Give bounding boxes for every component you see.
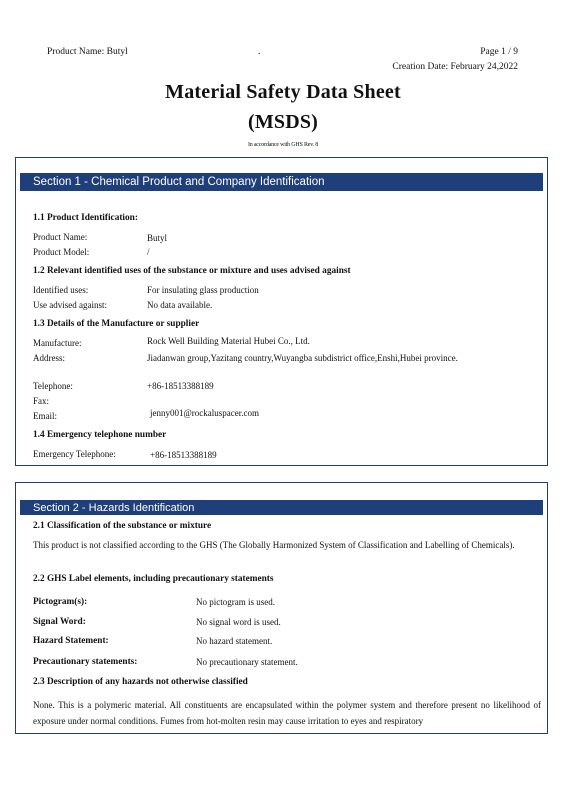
signal-word-value: No signal word is used.: [196, 617, 281, 627]
s2-3-heading: 2.3 Description of any hazards not otherwise classified: [33, 677, 248, 687]
pictogram-value: No pictogram is used.: [196, 597, 275, 607]
pictogram-label: Pictogram(s):: [33, 597, 88, 607]
s2-1-heading: 2.1 Classification of the substance or mixture: [33, 521, 212, 531]
s2-2-heading: 2.2 GHS Label elements, including precautionary statements: [33, 574, 274, 584]
section-1-box: [15, 157, 548, 466]
identified-uses-label: Identified uses:: [33, 285, 89, 295]
telephone-label: Telephone:: [33, 381, 73, 391]
use-advised-label: Use advised against:: [33, 300, 107, 310]
hazard-statement-label: Hazard Statement:: [33, 636, 109, 646]
precautionary-value: No precautionary statement.: [196, 657, 298, 667]
hazard-statement-value: No hazard statement.: [196, 636, 273, 646]
section-2-title: Section 2 - Hazards Identification: [33, 501, 195, 514]
precautionary-label: Precautionary statements:: [33, 657, 138, 667]
product-name-value: Butyl: [147, 233, 168, 243]
creation-date: Creation Date: February 24,2022: [392, 62, 518, 72]
s2-3-text: None. This is a polymeric material. All constituents are encapsulated within the polymer system and therefore present no likelihood of exposure under normal conditions. Fumes from hot-molten resin may cause irritation to eyes and respiratory: [33, 700, 541, 726]
manufacture-label: Manufacture:: [33, 338, 82, 348]
section-2-header: [20, 500, 543, 515]
address-label: Address:: [33, 353, 65, 363]
s1-3-heading: 1.3 Details of the Manufacture or supplier: [33, 319, 200, 329]
address-value: Jiadanwan group,Yazitang country,Wuyangba subdistrict office,Enshi,Hubei province.: [147, 353, 458, 363]
manufacture-value: Rock Well Building Material Hubei Co., Ltd.: [147, 336, 310, 346]
ghs-accordance: In accordance with GHS Rev. 8: [247, 142, 319, 148]
identified-uses-value: For insulating glass production: [147, 285, 259, 295]
page-number: Page 1 / 9: [480, 47, 518, 57]
signal-word-label: Signal Word:: [33, 617, 86, 627]
fax-label: Fax:: [33, 396, 50, 406]
section-2-box: [15, 482, 548, 734]
email-value: jenny001@rockaluspacer.com: [150, 408, 260, 418]
use-advised-value: No data available.: [147, 300, 213, 310]
product-model-label: Product Model:: [33, 247, 90, 257]
s2-1-text: This product is not classified according to the GHS (The Globally Harmonized System of Classification and Labelling of Chemicals).: [33, 540, 515, 550]
s1-4-heading: 1.4 Emergency telephone number: [33, 430, 167, 440]
telephone-value: +86-18513388189: [147, 381, 214, 391]
header-dot: .: [258, 47, 261, 57]
emergency-telephone-label: Emergency Telephone:: [33, 449, 116, 459]
s1-2-heading: 1.2 Relevant identified uses of the substance or mixture and uses advised against: [33, 266, 351, 276]
product-name-label: Product Name:: [33, 232, 88, 242]
header-product-name: Product Name: Butyl: [47, 47, 128, 57]
section-1-title: Section 1 - Chemical Product and Company Identification: [33, 176, 325, 188]
document-subtitle: (MSDS): [247, 111, 319, 133]
product-model-value: /: [147, 247, 150, 257]
emergency-telephone-value: +86-18513388189: [150, 450, 217, 460]
email-label: Email:: [33, 411, 57, 421]
document-title: Material Safety Data Sheet: [165, 81, 401, 103]
s1-1-heading: 1.1 Product Identification:: [33, 213, 138, 223]
section-1-header: [20, 173, 543, 191]
